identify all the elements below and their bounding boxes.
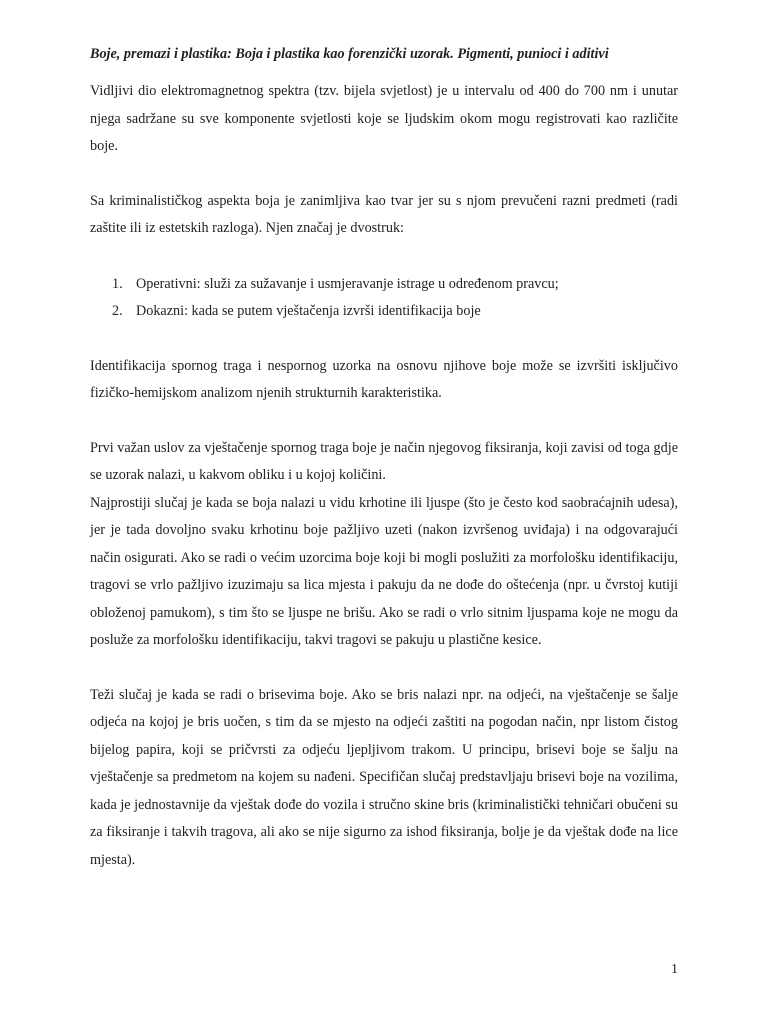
paragraph-simplest-case: Najprostiji slučaj je kada se boja nalazi u vidu krhotine ili ljuspe (što je često kod saobraćajnih udesa), jer je tada dovoljno svaku krhotinu boje pažljivo uzeti (nakon izvršenog uviđaja) i na odgovarajući način osigurati. Ako se radi o većim uzorcima boje koji bi mogli poslužiti za morfološku identifikaciju, tragovi se vrlo pažljivo izuzimaju sa lica mjesta i pakuju da ne dođe do oštećenja (npr. u čvrstoj kutiji obloženoj pamukom), s tim što se ljuspe ne brišu. Ako se radi o vrlo sitnim ljuspama koje ne mogu da posluže za morfološku identifikaciju, takvi tragovi se pakuju u plastične kesice. (90, 494, 678, 648)
paragraph-criminalistic-aspect: Sa kriminalističkog aspekta boja je zanimljiva kao tvar jer su s njom prevučeni razni predmeti (radi zaštite ili iz estetskih razloga). Njen značaj je dvostruk: (90, 192, 678, 236)
list-item-text: Operativni: služi za sužavanje i usmjeravanje istrage u određenom pravcu; (136, 275, 559, 292)
list-item-number: 1. (112, 275, 123, 292)
list-item (90, 271, 678, 299)
paragraph-visible-spectrum: Vidljivi dio elektromagnetnog spektra (tzv. bijela svjetlost) je u intervalu od 400 do 700 nm i unutar njega sadržane su sve komponente svjetlosti koje se ljudskim okom mogu registrovati kao različite boje. (90, 83, 678, 154)
list-item-text: Dokazni: kada se putem vještačenja izvrši identifikacija boje (136, 303, 481, 319)
document-title: Boje, premazi i plastika: Boja i plastika kao forenzički uzorak. Pigmenti, punioci i aditivi (90, 46, 609, 62)
significance-list (90, 271, 678, 326)
document-body (90, 78, 678, 874)
paragraph-first-condition: Prvi važan uslov za vještačenje spornog traga boje je način njegovog fiksiranja, koji zavisi od toga gdje se uzorak nalazi, u kakvom obliku i u kojoj količini. (90, 439, 678, 483)
paragraph-identification: Identifikacija spornog traga i nespornog uzorka na osnovu njihove boje može se izvršiti isključivo fizičko-hemijskom analizom njenih strukturnih karakteristika. (90, 357, 678, 401)
paragraph-harder-case: Teži slučaj je kada se radi o brisevima boje. Ako se bris nalazi npr. na odjeći, na vještačenje se šalje odjeća na kojoj je bris uočen, s tim da se mjesto na odjeći zaštiti na pogodan način, npr listom čistog bijelog papira, koji se pričvrsti za odjeću ljepljivom trakom. U principu, brisevi boje se šalju na vještačenje sa predmetom na kojem su nađeni. Specifičan slučaj predstavljaju brisevi boje na vozilima, kada je jednostavnije da vještak dođe do vozila i stručno skine bris (kriminalistički tehničari obučeni su za fiksiranje i takvih tragova, ali ako se nije sigurno za ishod fiksiranja, bolje je da vještak dođe na lice mjesta). (90, 686, 678, 868)
page-number: 1 (671, 962, 678, 977)
list-item-number: 2. (112, 303, 123, 319)
list-item (90, 298, 678, 326)
